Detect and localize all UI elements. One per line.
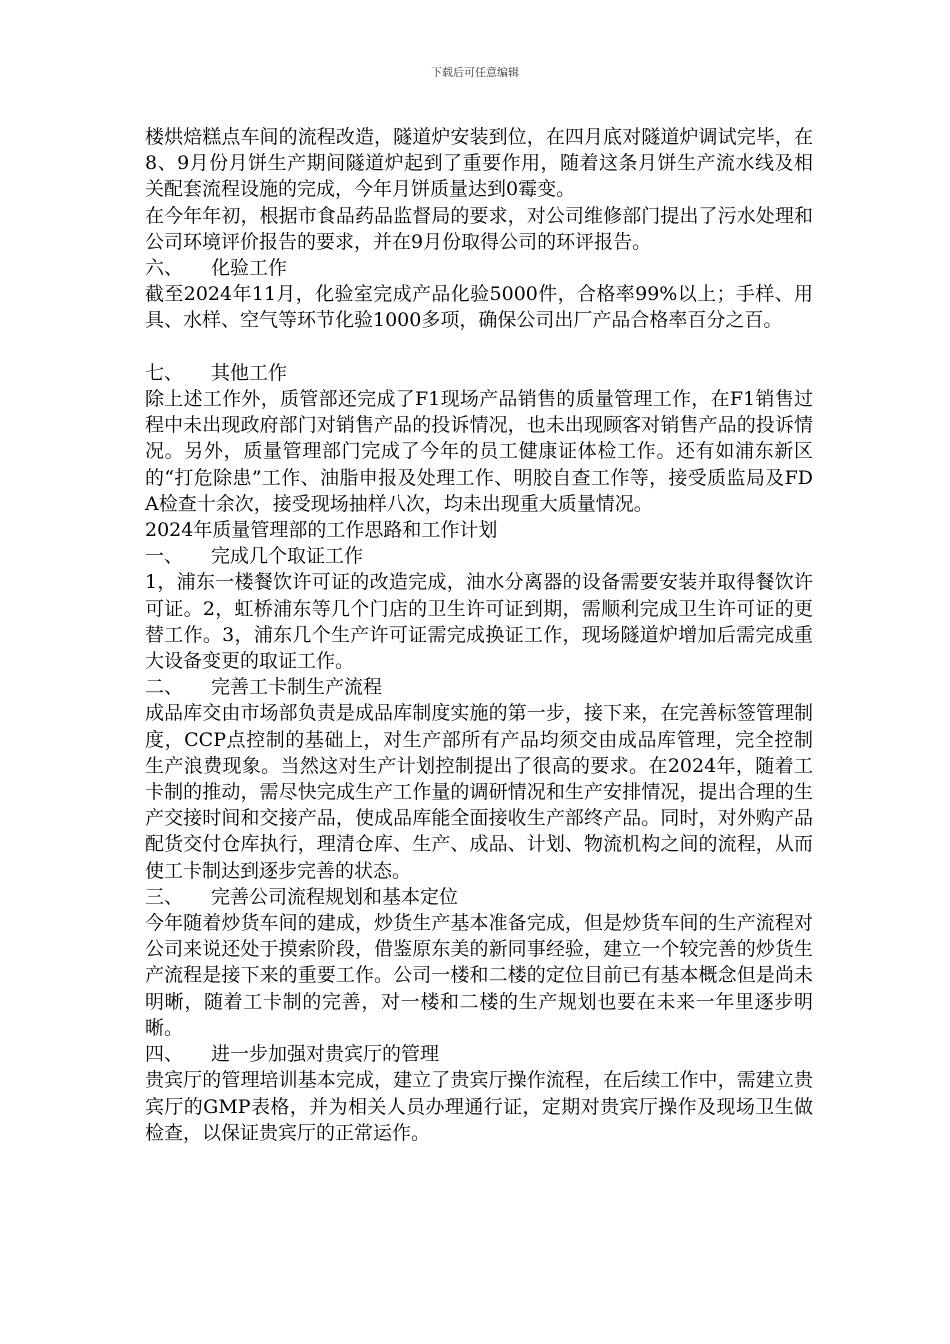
section-title: 完善工卡制生产流程	[211, 676, 383, 699]
paragraph-certificates: 1，浦东一楼餐饮许可证的改造完成，油水分离器的设备需要安装并取得餐饮许可证。2，虹桥浦东等几个门店的卫生许可证到期，需顺利完成卫生许可证的更替工作。3，浦东几个生产许可证需完成换证工作，现场隧道炉增加后需完成重大设备变更的取证工作。	[145, 571, 813, 673]
section-number: 一、	[145, 545, 184, 568]
section-title: 进一步加强对贵宾厅的管理	[211, 1043, 440, 1066]
plan-title: 2024年质量管理部的工作思路和工作计划	[145, 519, 498, 542]
section-heading-work-card	[145, 674, 813, 700]
paragraph-lab-work: 截至2024年11月，化验室完成产品化验5000件，合格率99%以上；手样、用具、水样、空气等环节化验1000多项，确保公司出厂产品合格率百分之百。	[145, 283, 813, 332]
section-heading-process-planning	[145, 884, 813, 910]
section-number: 三、	[145, 885, 184, 908]
section-heading-vip-hall	[145, 1041, 813, 1067]
section-number: 四、	[145, 1043, 184, 1066]
section-heading-certificates	[145, 543, 813, 569]
paragraph-environment-report: 在今年年初，根据市食品药品监督局的要求，对公司维修部门提出了污水处理和公司环境评价报告的要求，并在9月份取得公司的环评报告。	[145, 204, 813, 253]
document-body	[145, 124, 813, 1146]
section-title: 化验工作	[211, 257, 288, 280]
paragraph-other-work: 除上述工作外，质管部还完成了F1现场产品销售的质量管理工作，在F1销售过程中未出现政府部门对销售产品的投诉情况，也未出现顾客对销售产品的投诉情况。另外，质量管理部门完成了今年的员工健康证体检工作。还有如浦东新区的“打危除患”工作、油脂申报及处理工作、明胶自查工作等，接受质监局及FDA检查十余次，接受现场抽样八次，均未出现重大质量情况。	[145, 388, 813, 515]
section-number: 六、	[145, 257, 184, 280]
section-title: 其他工作	[211, 361, 288, 384]
paragraph-process-planning: 今年随着炒货车间的建成，炒货生产基本准备完成，但是炒货车间的生产流程对公司来说还处于摸索阶段，借鉴原东美的新同事经验，建立一个较完善的炒货生产流程是接下来的重要工作。公司一楼和二楼的定位目前已有基本概念但是尚未明晰，随着工卡制的完善，对一楼和二楼的生产规划也要在未来一年里逐步明晰。	[145, 912, 813, 1039]
section-heading-other-work	[145, 360, 813, 386]
section-number: 二、	[145, 676, 184, 699]
paragraph-baking-workshop: 楼烘焙糕点车间的流程改造，隧道炉安装到位，在四月底对隧道炉调试完毕，在8、9月份月饼生产期间隧道炉起到了重要作用，随着这条月饼生产流水线及相关配套流程设施的完成，今年月饼质量达到0霉变。	[145, 126, 813, 201]
section-title: 完成几个取证工作	[211, 545, 364, 568]
paragraph-work-card: 成品库交由市场部负责是成品库制度实施的第一步，接下来，在完善标签管理制度，CCP点控制的基础上，对生产部所有产品均须交由成品库管理，完全控制生产浪费现象。当然这对生产计划控制提出了很高的要求。在2024年，随着工卡制的推动，需尽快完成生产工作量的调研情况和生产安排情况，提出合理的生产交接时间和交接产品，使成品库能全面接收生产部终产品。同时，对外购产品配货交付仓库执行，理清仓库、生产、成品、计划、物流机构之间的流程，从而使工卡制达到逐步完善的状态。	[145, 702, 813, 882]
page-header: 下载后可任意编辑	[431, 66, 519, 79]
paragraph-vip-hall: 贵宾厅的管理培训基本完成，建立了贵宾厅操作流程，在后续工作中，需建立贵宾厅的GMP表格，并为相关人员办理通行证，定期对贵宾厅操作及现场卫生做检查，以保证贵宾厅的正常运作。	[145, 1069, 813, 1144]
section-heading-lab-work	[145, 255, 813, 281]
blank-line	[145, 334, 813, 360]
section-number: 七、	[145, 361, 184, 384]
section-title: 完善公司流程规划和基本定位	[211, 885, 459, 908]
